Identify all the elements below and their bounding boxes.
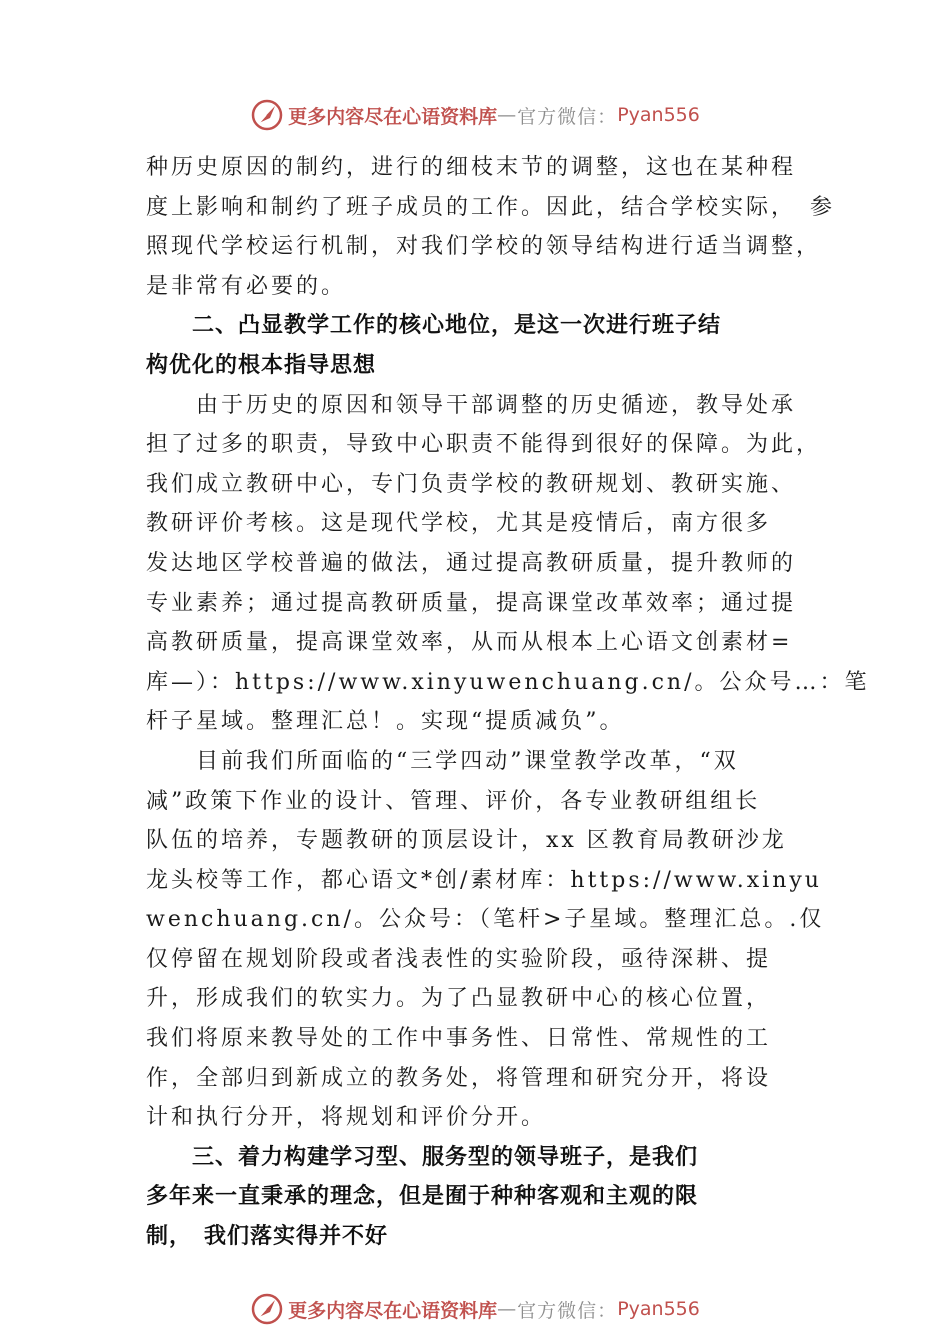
text-line: 专业素养；通过提高教研质量，提高课堂改革效率；通过提 — [146, 590, 797, 616]
watermark-brand: 更多内容尽在心语资料库 — [288, 105, 498, 128]
heading-line: 二、凸显教学工作的核心地位，是这一次进行班子结 — [146, 313, 722, 339]
heading-line: 构优化的根本指导思想 — [146, 352, 377, 378]
quill-logo-icon — [250, 1292, 284, 1326]
text-line: 龙头校等工作，都心语文*创/素材库：https://www.xinyu — [146, 867, 822, 893]
text-line: 队伍的培养，专题教研的顶层设计，xx 区教育局教研沙龙 — [146, 828, 787, 854]
watermark-account: Pyan556 — [617, 104, 700, 126]
text-line: 杆子星域。整理汇总！。实现“提质减负”。 — [146, 709, 625, 735]
text-line: 是非常有必要的。 — [146, 273, 347, 299]
heading-line: 制， 我们落实得并不好 — [146, 1224, 389, 1250]
text-line: 由于历史的原因和领导干部调整的历史循迹，教导处承 — [146, 392, 797, 418]
watermark-account: Pyan556 — [617, 1298, 700, 1320]
section-heading — [146, 1138, 826, 1257]
text-line: 种历史原因的制约，进行的细枝末节的调整，这也在某种程 — [146, 155, 797, 180]
text-line: 仅停留在规划阶段或者浅表性的实验阶段，亟待深耕、提 — [146, 946, 772, 972]
text-line: 我们将原来教导处的工作中事务性、日常性、常规性的工 — [146, 1026, 772, 1052]
watermark-separator: — — [497, 1298, 518, 1320]
text-line: 度上影响和制约了班子成员的工作。因此，结合学校实际， 参 — [146, 194, 836, 220]
watermark-label: 官方微信： — [517, 105, 618, 128]
quill-logo-icon — [250, 98, 284, 132]
section-heading — [146, 306, 826, 385]
text-line: 升，形成我们的软实力。为了凸显教研中心的核心位置， — [146, 986, 772, 1012]
document-body — [146, 148, 870, 1257]
text-line: 库—）：https://www.xinyuwenchuang.cn/。公众号…：笔 — [146, 669, 870, 695]
watermark-label: 官方微信： — [517, 1299, 618, 1322]
watermark-separator: — — [497, 104, 518, 126]
watermark-banner-top — [0, 95, 950, 135]
text-line: 减”政策下作业的设计、管理、评价，各专业教研组组长 — [146, 788, 761, 814]
body-paragraph — [146, 386, 870, 742]
text-line: 目前我们所面临的“三学四动”课堂教学改革，“双 — [146, 748, 739, 774]
watermark-banner-bottom — [0, 1289, 950, 1329]
text-line: 计和执行分开，将规划和评价分开。 — [146, 1105, 547, 1131]
text-line: 教研评价考核。这是现代学校，尤其是疫情后，南方很多 — [146, 511, 772, 537]
body-paragraph — [146, 742, 826, 1138]
watermark-brand: 更多内容尽在心语资料库 — [288, 1299, 498, 1322]
text-line: 照现代学校运行机制，对我们学校的领导结构进行适当调整， — [146, 234, 822, 260]
text-line: 发达地区学校普遍的做法，通过提高教研质量，提升教师的 — [146, 550, 797, 576]
text-line: 担了过多的职责，导致中心职责不能得到很好的保障。为此， — [146, 432, 822, 458]
body-paragraph — [146, 148, 836, 306]
heading-line: 多年来一直秉承的理念，但是囿于种种客观和主观的限 — [146, 1184, 699, 1210]
heading-line: 三、着力构建学习型、服务型的领导班子，是我们 — [146, 1144, 699, 1170]
text-line: 我们成立教研中心，专门负责学校的教研规划、教研实施、 — [146, 471, 797, 497]
text-line: 高教研质量，提高课堂效率，从而从根本上心语文创素材= — [146, 630, 793, 656]
text-line: wenchuang.cn/。公众号：（笔杆>子星域。整理汇总。.仅 — [146, 907, 825, 933]
text-line: 作，全部归到新成立的教务处，将管理和研究分开，将设 — [146, 1065, 772, 1091]
